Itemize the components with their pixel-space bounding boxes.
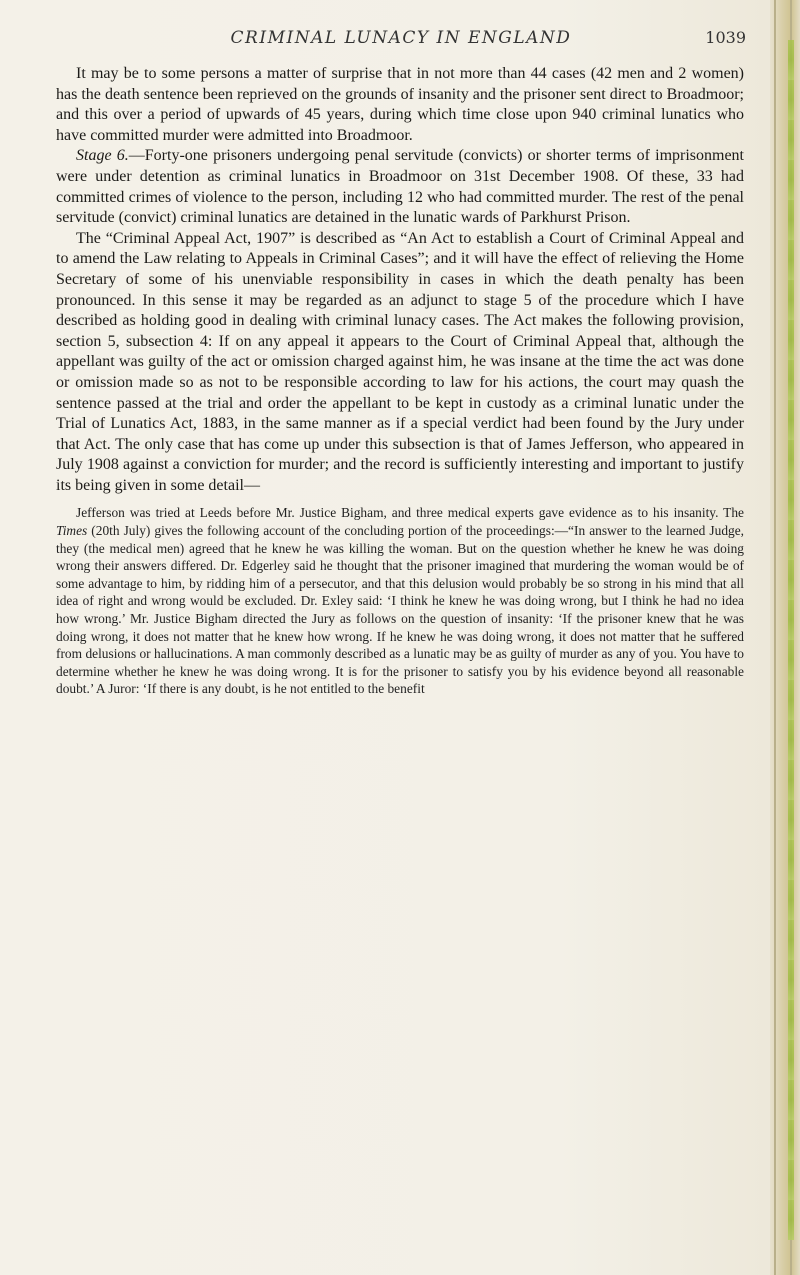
extract-text-1: Jefferson was tried at Leeds before Mr. Justice Bigham, and three medical experts gave evidence as to his insanity. The [76, 505, 744, 521]
binding-line [774, 0, 776, 1275]
paragraph-broadmoor: It may be to some persons a matter of surprise that in not more than 44 cases (42 men and 2 women) has the death sentence been reprieved on the grounds of insanity and the prisoner sent direct to Broadmoor; and this over a period of upwards of 45 years, during which time close upon 940 criminal lunatics who have committed murder were admitted into Broadmoor. [56, 65, 744, 144]
extract-paragraph [56, 504, 744, 698]
stage-text: Forty-one prisoners undergoing penal servitude (convicts) or shorter terms of imprisonment were under detention as criminal lunatics in Broadmoor on 31st December 1908. Of these, 33 had committed crimes of violence to the person, including 12 who had committed murder. The rest of the penal servitude (convict) criminal lunatics are detained in the lunatic wards of Parkhurst Prison. [56, 147, 745, 227]
page-header [56, 28, 746, 58]
extract-text-2: (20th July) gives the following account of the concluding portion of the proceedings:—“In answer to the learned Judge, they (the medical men) agreed that he knew he was killing the woman. But on the question whether he knew he was doing wrong their answers differed. Dr. Edgerley said he thought that the prisoner imagined that murdering the woman would be of some advantage to him, by ridding him of a persecutor, and that this delusion would probably be so strong in his mind that all idea of right and wrong would be excluded. Dr. Exley said: ‘I think he knew he was doing wrong, but I think he had no idea how wrong.’ Mr. Justice Bigham directed the Jury as follows on the question of insanity: ‘If the prisoner knew that he was doing wrong, it does not matter that he knew how wrong. If he knew he was doing wrong, it does not matter that he suffered from delusions or hallucinations. A man commonly described as a lunatic may be as guilty of murder as any of you. You have to determine whether he knew he was doing wrong. It is for the prisoner to satisfy you by his evidence beyond all reasonable doubt.’ A Juror: ‘If there is any doubt, is he not entitled to the benefit [56, 523, 744, 697]
quoted-extract [56, 504, 744, 698]
page-number: 1039 [705, 28, 746, 47]
stage-label: Stage 6. [76, 147, 129, 165]
cover-edge [788, 40, 794, 1240]
body-text [56, 64, 744, 698]
paragraph-stage-6 [56, 146, 744, 228]
stage-dash: — [128, 147, 145, 165]
times-title: Times [56, 523, 88, 539]
paragraph-appeal-act: The “Criminal Appeal Act, 1907” is described as “An Act to establish a Court of Criminal Appeal and to amend the Law relating to Appeals in Criminal Cases”; and it will have the effect of relieving the Home Secretary of some of his unenviable responsibility in cases in which the death penalty has been pronounced. In this sense it may be regarded as an adjunct to stage 5 of the procedure which I have described as holding good in dealing with criminal lunacy cases. The Act makes the following provision, section 5, subsection 4: If on any appeal it appears to the Court of Criminal Appeal that, although the appellant was guilty of the act or omission charged against him, he was insane at the time the act was done or omission made so as not to be responsible according to law for his actions, the court may quash the sentence passed at the trial and order the appellant to be kept in custody as a criminal lunatic under the Trial of Lunatics Act, 1883, in the same manner as if a special verdict had been found by the Jury under that Act. The only case that has come up under this subsection is that of James Jefferson, who appeared in July 1908 against a conviction for murder; and the record is sufficiently interesting and important to justify its being given in some detail— [56, 229, 744, 494]
running-head: CRIMINAL LUNACY IN ENGLAND [230, 28, 572, 48]
page-binding-edge [770, 0, 800, 1275]
